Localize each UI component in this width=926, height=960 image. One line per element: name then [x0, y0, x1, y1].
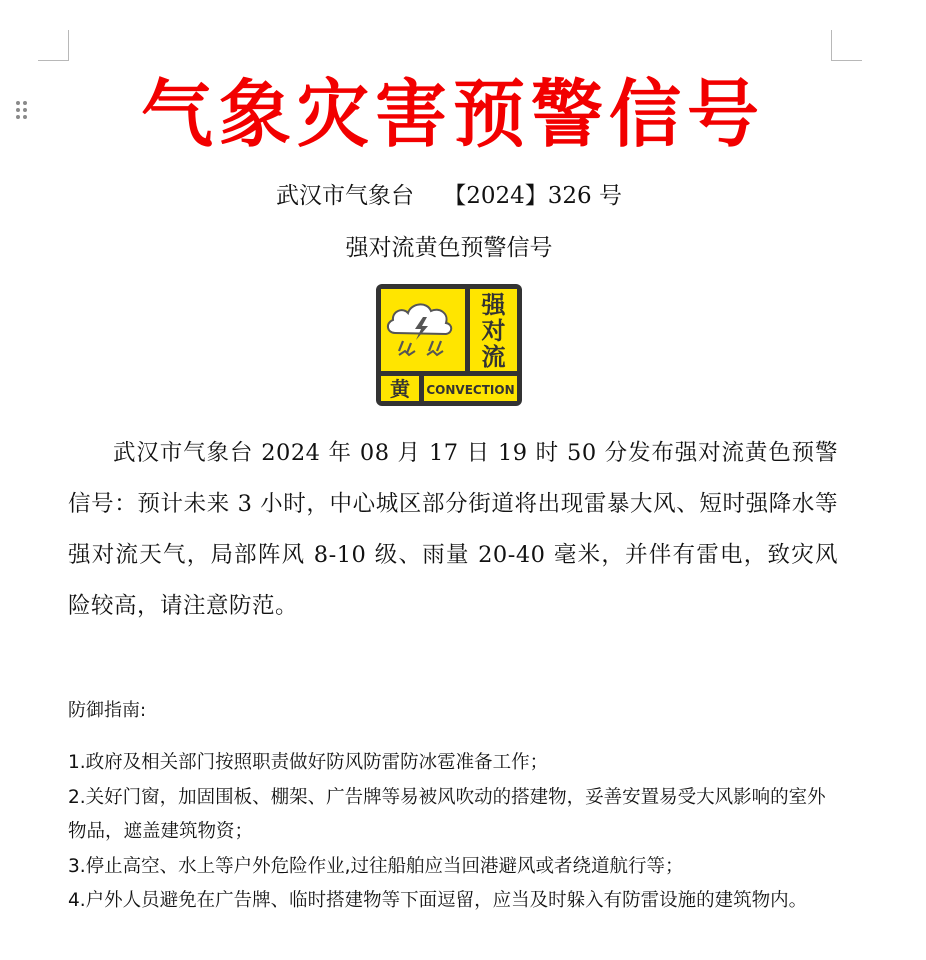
list-item: 1.政府及相关部门按照职责做好防风防雷防冰雹准备工作； [68, 752, 549, 773]
issuer-and-number: 武汉市气象台 【2024】326 号 [276, 183, 622, 209]
icon-english-label: CONVECTION [426, 383, 515, 397]
page-corner-mark-top-right [831, 30, 862, 61]
icon-label-char-2: 对 [481, 317, 506, 345]
icon-label-char-3: 流 [481, 343, 506, 371]
document-title: 气象灾害预警信号 [140, 71, 765, 157]
page-corner-mark-top-left [38, 30, 69, 61]
warning-body-text: 武汉市气象台 2024 年 08 月 17 日 19 时 50 分发布强对流黄色预警信号：预计未来 3 小时，中心城区部分街道将出现雷暴大风、短时强降水等强对流天气，局部阵风 8-10 级、雨量 20-40 毫米，并伴有雷电，致灾风险较高，请注意防范。 [68, 440, 838, 619]
list-item: 4.户外人员避免在广告牌、临时搭建物等下面逗留，应当及时躲入有防雷设施的建筑物内。 [68, 890, 808, 911]
defense-guide-list [68, 746, 838, 919]
list-item: 3.停止高空、水上等户外危险作业,过往船舶应当回港避风或者绕道航行等； [68, 855, 684, 877]
list-item: 2.关好门窗，加固围板、棚架、广告牌等易被风吹动的搭建物，妥善安置易受大风影响的室外物品，遮盖建筑物资； [68, 786, 826, 842]
icon-label-char-1: 强 [481, 291, 506, 319]
defense-guide-heading: 防御指南: [68, 700, 147, 721]
icon-level-label: 黄 [390, 377, 410, 401]
convection-yellow-warning-icon [375, 283, 523, 407]
signal-title: 强对流黄色预警信号 [345, 235, 553, 261]
